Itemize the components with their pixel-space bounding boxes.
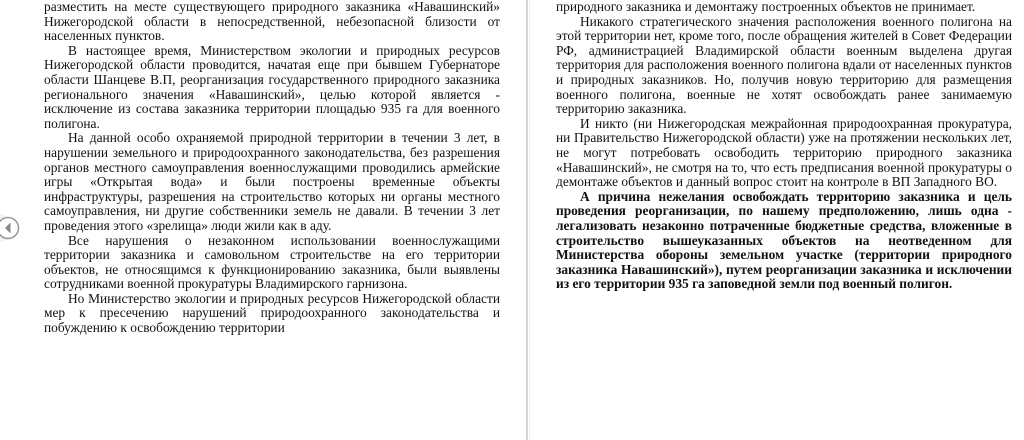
paragraph-4: Все нарушения о незаконном использовании военнослужащими территории заказника и самовольном строительстве на его территории объектов, не относящимся к функционированию заказника, были выявлены сотрудниками военной прокуратуры Владимирского гарнизона. (44, 232, 500, 292)
paragraph-8: И никто (ни Нижегородская межрайонная природоохранная прокуратура, ни Правительство Нижегородской области) уже на протяжении нескольких лет, не могут потребовать освободить территорию природного заказника «Навашинский», не смотря на то, что есть предписания военной прокуратуры о демонтаже объектов и данный вопрос стоит на контроле в ВП Западного ВО. (556, 115, 1012, 190)
right-page-column (556, 0, 1012, 292)
previous-page-button[interactable] (0, 211, 26, 245)
page-divider-shadow (529, 0, 530, 440)
left-page-column (44, 0, 500, 336)
page-divider (526, 0, 528, 440)
paragraph-3: На данной особо охраняемой природной территории в течении 3 лет, в нарушении земельного и природоохранного законодательства, без разрешения органов местного самоуправления военнослужащими проводились армейские игры «Открытая вода» и были построены временные объекты инфраструктуры, разрешения на строительство которых ни органы местного самоуправления, ни другие собственники земель не давали. В течении 3 лет проведения этого «зрелища» люди жили как в аду. (44, 130, 500, 233)
paragraph-7: Никакого стратегического значения расположения военного полигона на этой территории нет, кроме того, после обращения жителей в Совет Федерации РФ, администрацией Владимирской области военным выделена другая территория для расположения военного полигона вдали от населенных пунктов и природных заказников. Но, получив новую территорию для размещения военного полигона, военные не хотят освобождать ранее занимаемую территорию заказника. (556, 13, 1012, 117)
paragraph-5: Но Министерство экологии и природных ресурсов Нижегородской области мер к пресечению нарушений природоохранного законодательства и побуждению к освобождению территории (44, 290, 500, 336)
paragraph-6: природного заказника и демонтажу построенных объектов не принимает. (556, 0, 976, 14)
paragraph-2: В настоящее время, Министерством экологии и природных ресурсов Нижегородской области проводится, начатая еще при бывшем Губернаторе области Шанцеве В.П, реорганизация государственного природного заказника регионального значения «Навашинский», целью которой является - исключение из состава заказника территории площадью 935 га для военного полигона. (44, 42, 500, 131)
paragraph-9-bold: А причина нежелания освобождать территорию заказника и цель проведения реорганизации, по нашему предположению, лишь одна - легализовать незаконно потраченные бюджетные средства, вложенные в строительство вышеуказанных объектов на неотведенном для Министерства обороны земельном участке (территории природного заказника Навашинский»), путем реорганизации заказника и исключении из его территории 935 га заповедной земли под военный полигон. (556, 188, 1012, 292)
chevron-left-circle-icon (0, 211, 26, 245)
paragraph-1: разместить на месте существующего природного заказника «Навашинский» Нижегородской области в непосредственной, небезопасной близости от населенных пунктов. (44, 0, 500, 44)
